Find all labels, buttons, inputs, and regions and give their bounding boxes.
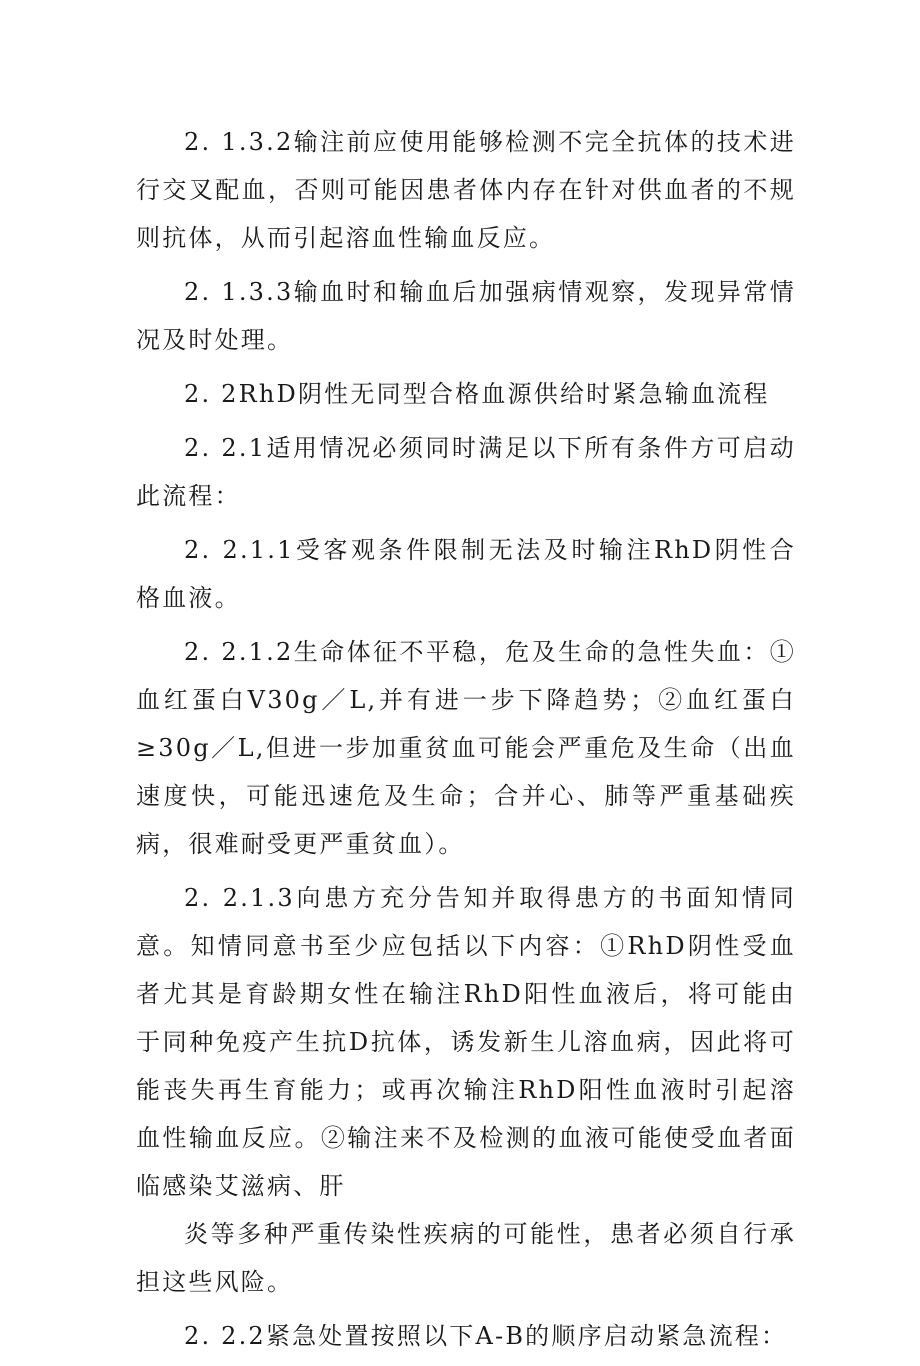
paragraph-2-2-2: 2. 2.2紧急处置按照以下A-B的顺序启动紧急流程： bbox=[184, 1322, 788, 1350]
paragraph-2-2-1-2: 2. 2.1.2生命体征不平稳，危及生命的急性失血：①血红蛋白V30g／L,并有进一步下降趋势；②血红蛋白≥30g／L,但进一步加重贫血可能会严重危及生命（出血速度快，可能迅速危及生命；合并心、肺等严重基础疾病，很难耐受更严重贫血）。 bbox=[136, 638, 796, 858]
paragraph-2-2-1: 2. 2.1适用情况必须同时满足以下所有条件方可启动此流程： bbox=[136, 434, 796, 510]
section-heading-2-2: 2. 2RhD阴性无同型合格血源供给时紧急输血流程 bbox=[184, 380, 770, 408]
paragraph-2-1-3-2: 2. 1.3.2输注前应使用能够检测不完全抗体的技术进行交叉配血，否则可能因患者体内存在针对供血者的不规则抗体，从而引起溶血性输血反应。 bbox=[136, 128, 796, 252]
paragraph-2-2-1-3: 2. 2.1.3向患方充分告知并取得患方的书面知情同意。知情同意书至少应包括以下内容：①RhD阴性受血者尤其是育龄期女性在输注RhD阳性血液后，将可能由于同种免疫产生抗D抗体，诱发新生儿溶血病，因此将可能丧失再生育能力；或再次输注RhD阳性血液时引起溶血性输血反应。②输注来不及检测的血液可能使受血者面临感染艾滋病、肝 bbox=[136, 884, 796, 1200]
paragraph-2-1-3-3: 2. 1.3.3输血时和输血后加强病情观察，发现异常情况及时处理。 bbox=[136, 278, 796, 354]
paragraph-2-2-1-1: 2. 2.1.1受客观条件限制无法及时输注RhD阴性合格血液。 bbox=[136, 536, 796, 612]
paragraph-continuation: 炎等多种严重传染性疾病的可能性，患者必须自行承担这些风险。 bbox=[136, 1220, 796, 1296]
document-body bbox=[136, 118, 796, 1366]
